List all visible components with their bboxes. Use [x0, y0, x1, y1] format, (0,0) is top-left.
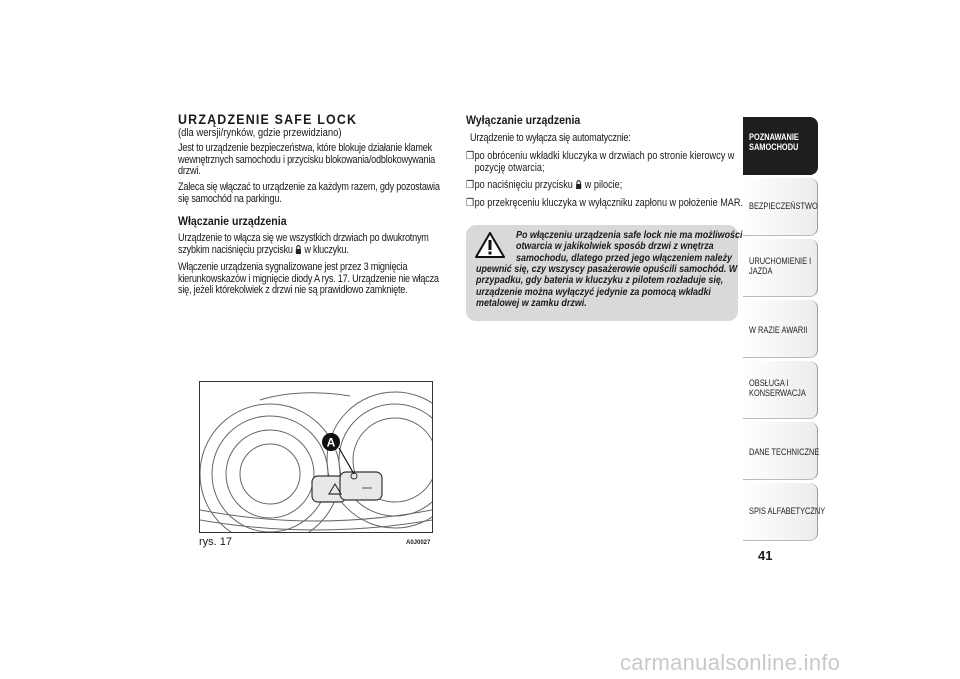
tab-spis-alfabetyczny[interactable]: SPIS ALFABETYCZNY	[743, 483, 818, 541]
tab-obsluga-i-konserwacja[interactable]: OBSŁUGA I KONSERWACJA	[743, 361, 818, 419]
tab-poznawanie-samochodu[interactable]: POZNAWANIE SAMOCHODU	[743, 117, 818, 175]
section-title: URZĄDZENIE SAFE LOCK	[178, 112, 358, 127]
paragraph-activation: Urządzenie to włącza się we wszystkich drzwiach po dwukrotnym szybkim naciśnięciu przycisku w kluczyku.	[178, 232, 429, 256]
lock-icon	[575, 180, 582, 189]
list-item: ❒po naciśnięciu przycisku w pilocie;	[466, 179, 623, 191]
figure-dashboard-buttons	[199, 381, 433, 533]
section-subtitle: (dla wersji/rynków, gdzie przewidziano)	[178, 127, 342, 139]
list-item: ❒po obróceniu wkładki kluczyka w drzwiach po stronie kierowcy w pozycję otwarcia;	[466, 150, 735, 174]
heading-deactivation: Wyłączanie urządzenia	[466, 113, 581, 127]
watermark-text: carmanualsonline.info	[620, 650, 841, 675]
warning-text: Po włączeniu urządzenia safe lock nie ma możliwości otwarcia w jakikolwiek sposób drzwi z wnętrza samochodu, dlatego przed jego włączeniem należy	[516, 230, 743, 264]
tab-bezpieczenstwo[interactable]: BEZPIECZEŃSTWO	[743, 178, 818, 236]
tab-dane-techniczne[interactable]: DANE TECHNICZNE	[743, 422, 818, 480]
figure-caption: rys. 17	[199, 536, 233, 548]
checkbox-bullet-icon: ❒	[466, 197, 475, 209]
warning-text: upewnić się, czy wszyscy pasażerowie opuścili samochód. W przypadku, gdy bateria w kluczyku z pilotem rozładuje się, urządzenie można wyłączyć jedynie za pomocą wkładki metalowej w zamku drzwi.	[476, 264, 738, 310]
page-number: 41	[758, 548, 773, 563]
list-item: ❒po przekręceniu kluczyka w wyłączniku zapłonu w położenie MAR.	[466, 197, 743, 209]
heading-activation: Włączanie urządzenia	[178, 214, 287, 228]
paragraph-signalling: Włączenie urządzenia sygnalizowane jest przez 3 mignięcia kierunkowskazów i mignięcie diody A rys. 17. Urządzenie nie włącza się, jeżeli którekolwiek z drzwi nie są prawidłowo zamknięte.	[178, 261, 439, 296]
paragraph-recommendation: Zaleca się włączać to urządzenie za każdym razem, gdy pozostawia się samochód na parkingu.	[178, 181, 440, 205]
tab-uruchomienie-i-jazda[interactable]: URUCHOMIENIE I JAZDA	[743, 239, 818, 297]
paragraph-intro: Jest to urządzenie bezpieczeństwa, które blokuje działanie klamek wewnętrznych samochodu i przycisku blokowania/odblokowywania drzwi.	[178, 142, 436, 177]
checkbox-bullet-icon: ❒	[466, 150, 475, 162]
callout-label: A	[326, 435, 336, 450]
paragraph-deactivation-intro: Urządzenie to wyłącza się automatycznie:	[470, 132, 631, 144]
lock-icon	[295, 245, 302, 254]
figure-code: A0J0027	[406, 540, 431, 546]
dashboard-illustration	[200, 382, 432, 532]
tab-w-razie-awarii[interactable]: W RAZIE AWARII	[743, 300, 818, 358]
checkbox-bullet-icon: ❒	[466, 179, 475, 191]
warning-triangle-icon	[475, 232, 505, 258]
